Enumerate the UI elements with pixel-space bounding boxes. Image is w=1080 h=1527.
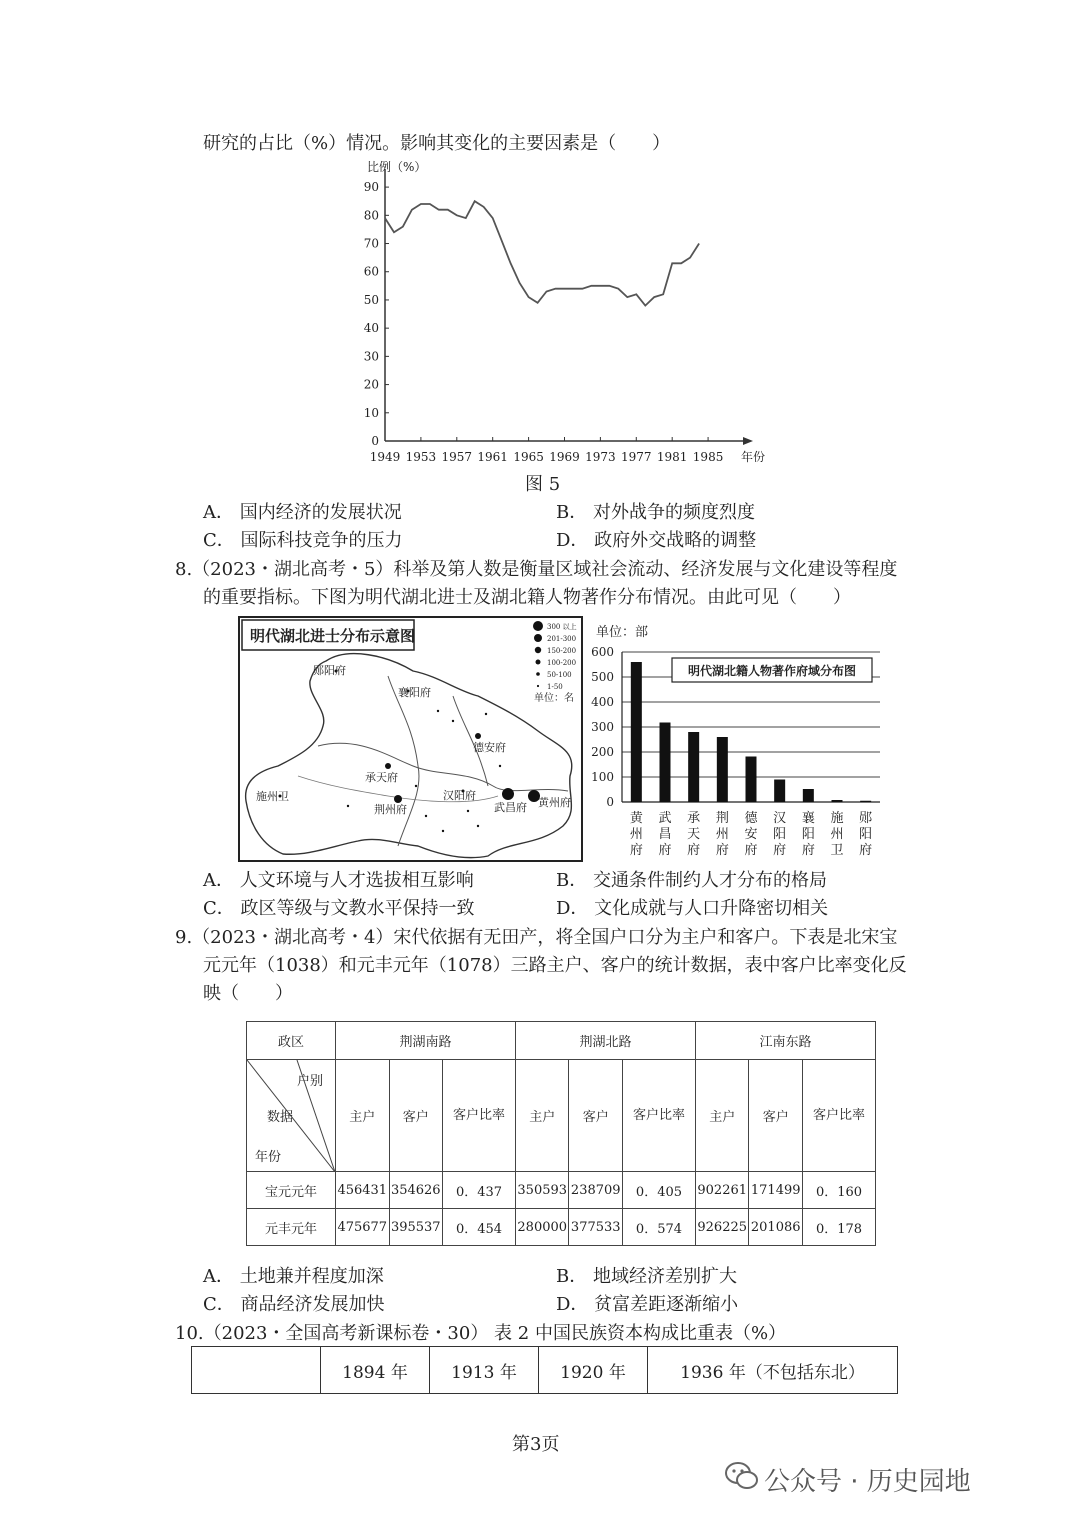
year-header: 1936 年（不包括东北） xyxy=(648,1347,898,1394)
x-tick-label: 1973 xyxy=(585,450,616,464)
city-dot xyxy=(385,763,391,769)
bar xyxy=(631,662,642,802)
city-label: 荆州府 xyxy=(374,803,407,816)
q7-figure-caption: 图 5 xyxy=(525,474,561,495)
city-dot xyxy=(394,795,402,803)
legend-dot xyxy=(536,660,541,665)
x-tick-label: 1969 xyxy=(549,450,580,464)
minor-dot xyxy=(347,805,349,807)
category-label: 施州卫 xyxy=(830,811,844,858)
city-dot xyxy=(475,733,481,739)
city-label: 武昌府 xyxy=(494,801,527,814)
legend-dot xyxy=(537,685,539,687)
year-header: 1920 年 xyxy=(539,1347,648,1394)
jinshi-map xyxy=(238,616,583,862)
q9-option-d: D． 贫富差距逐渐缩小 xyxy=(556,1294,739,1315)
legend-label: 50-100 xyxy=(547,671,572,679)
q7-intro: 研究的占比（%）情况。影响其变化的主要因素是（ ） xyxy=(203,133,671,154)
subhead: 客户 xyxy=(749,1060,803,1172)
category-label: 汉阳府 xyxy=(773,811,787,858)
minor-dot xyxy=(452,720,454,722)
minor-dot xyxy=(442,830,444,832)
x-tick-label: 1985 xyxy=(692,450,724,464)
y-tick-label: 200 xyxy=(591,745,614,759)
city-label: 黄州府 xyxy=(538,796,571,809)
q9-table xyxy=(246,1021,876,1246)
page-number: 第3页 xyxy=(512,1434,560,1455)
subhead: 客户比率 xyxy=(802,1060,875,1172)
legend-dot xyxy=(533,621,543,631)
q8-line2: 的重要指标。下图为明代湖北进士及湖北籍人物著作分布情况。由此可见（ ） xyxy=(203,587,851,608)
q9-line2: 元元年（1038）和元丰元年（1078）三路主户、客户的统计数据，表中客户比率变化反 xyxy=(203,955,907,976)
subhead: 主户 xyxy=(336,1060,390,1172)
legend-label: 300 以上 xyxy=(547,623,577,631)
y-tick-label: 80 xyxy=(363,208,379,223)
category-label: 承天府 xyxy=(687,811,701,858)
q8-option-a: A． 人文环境与人才选拔相互影响 xyxy=(203,870,474,891)
subhead: 客户比率 xyxy=(443,1060,516,1172)
x-tick-label: 1961 xyxy=(477,450,508,464)
subhead: 客户 xyxy=(569,1060,623,1172)
region-header: 江南东路 xyxy=(695,1022,875,1060)
y-tick-label: 30 xyxy=(363,349,379,364)
x-tick-label: 1953 xyxy=(405,450,437,464)
y-axis-label: 比例（%） xyxy=(367,160,427,174)
q7-option-a: A． 国内经济的发展状况 xyxy=(203,502,402,523)
table-row: 宝元元年 456431 354626 0．437 350593 238709 0．405 902261 171499 0．160 xyxy=(247,1172,876,1209)
y-tick-label: 60 xyxy=(363,264,379,279)
legend-label: 201-300 xyxy=(547,635,577,643)
q8-option-c: C． 政区等级与文教水平保持一致 xyxy=(203,898,475,919)
minor-dot xyxy=(477,825,479,827)
city-label: 汉阳府 xyxy=(443,789,476,802)
minor-dot xyxy=(437,710,439,712)
x-tick-label: 1981 xyxy=(656,450,688,464)
subhead: 主户 xyxy=(515,1060,569,1172)
city-label: 郧阳府 xyxy=(313,664,346,677)
q8-option-b: B． 交通条件制约人才分布的格局 xyxy=(556,870,827,891)
category-label: 郧阳府 xyxy=(859,811,873,858)
legend-dot xyxy=(536,672,540,676)
y-tick-label: 100 xyxy=(591,770,614,784)
q7-option-d: D． 政府外交战略的调整 xyxy=(556,530,757,551)
bar xyxy=(803,789,814,802)
y-tick-label: 70 xyxy=(363,236,379,251)
city-label: 襄阳府 xyxy=(398,686,431,699)
bar xyxy=(746,757,757,803)
q7-option-c: C． 国际科技竞争的压力 xyxy=(203,530,403,551)
map-title: 明代湖北进士分布示意图 xyxy=(250,627,416,645)
bar-title: 明代湖北籍人物著作府域分布图 xyxy=(687,664,857,678)
line-chart xyxy=(355,155,775,470)
y-tick-label: 600 xyxy=(591,645,614,659)
x-tick-label: 1957 xyxy=(441,450,473,464)
legend-unit: 单位：名 xyxy=(534,693,574,704)
watermark: 公众号 · 历史园地 xyxy=(764,1467,971,1497)
series-line xyxy=(385,201,699,305)
city-dot xyxy=(502,788,514,800)
q10-line1: 10.（2023・全国高考新课标卷・30） 表 2 中国民族资本构成比重表（%） xyxy=(175,1323,787,1344)
table-diagonal-header: 户别 数据 年份 xyxy=(247,1060,336,1172)
q8-option-d: D． 文化成就与人口升降密切相关 xyxy=(556,898,829,919)
bar xyxy=(688,732,699,802)
works-bar-chart xyxy=(590,616,890,866)
legend-label: 150-200 xyxy=(547,647,577,655)
x-tick-label: 1977 xyxy=(621,450,652,464)
subhead: 主户 xyxy=(695,1060,749,1172)
bar xyxy=(717,737,728,802)
legend-dot xyxy=(535,647,541,653)
y-tick-label: 0 xyxy=(371,434,379,448)
city-label: 德安府 xyxy=(473,741,506,754)
bar xyxy=(832,800,843,802)
x-axis-label: 年份 xyxy=(741,450,766,464)
legend-dot xyxy=(534,634,542,642)
minor-dot xyxy=(485,713,487,715)
q7-option-b: B． 对外战争的频度烈度 xyxy=(556,502,755,523)
category-label: 黄州府 xyxy=(629,811,643,858)
legend-label: 1-50 xyxy=(547,683,563,691)
subhead: 客户 xyxy=(389,1060,443,1172)
year-header: 1894 年 xyxy=(321,1347,430,1394)
x-axis-arrow xyxy=(743,437,753,445)
subhead: 客户比率 xyxy=(623,1060,696,1172)
category-label: 荆州府 xyxy=(715,811,729,858)
category-label: 襄阳府 xyxy=(801,811,815,858)
q10-table xyxy=(191,1346,898,1394)
y-tick-label: 0 xyxy=(606,795,614,809)
category-label: 武昌府 xyxy=(658,811,672,858)
y-tick-label: 90 xyxy=(363,180,379,195)
category-label: 德安府 xyxy=(744,811,758,858)
bar-unit: 单位：部 xyxy=(596,625,649,640)
x-tick-label: 1949 xyxy=(369,450,401,464)
q8-line1: 8.（2023・湖北高考・5）科举及第人数是衡量区域社会流动、经济发展与文化建设等程度 xyxy=(175,559,898,580)
minor-dot xyxy=(499,765,501,767)
wechat-icon xyxy=(724,1460,760,1492)
y-tick-label: 400 xyxy=(591,695,614,709)
table-row: 元丰元年 475677 395537 0．454 280000 377533 0．574 926225 201086 0．178 xyxy=(247,1209,876,1246)
city-label: 施州卫 xyxy=(256,790,289,803)
q9-line3: 映（ ） xyxy=(203,983,293,1004)
bar xyxy=(860,801,871,802)
minor-dot xyxy=(415,785,417,787)
minor-dot xyxy=(425,815,427,817)
bar xyxy=(660,723,671,803)
q9-option-c: C． 商品经济发展加快 xyxy=(203,1294,385,1315)
legend-label: 100-200 xyxy=(547,659,577,667)
y-tick-label: 50 xyxy=(363,292,379,307)
region-header: 荆湖北路 xyxy=(515,1022,695,1060)
y-tick-label: 20 xyxy=(363,377,379,392)
y-tick-label: 40 xyxy=(363,321,379,336)
y-tick-label: 300 xyxy=(591,720,614,734)
region-header: 荆湖南路 xyxy=(336,1022,516,1060)
q9-line1: 9.（2023・湖北高考・4）宋代依据有无田产，将全国户口分为主户和客户。下表是北宋宝 xyxy=(175,927,898,948)
year-header: 1913 年 xyxy=(430,1347,539,1394)
city-label: 承天府 xyxy=(365,771,398,784)
x-tick-label: 1965 xyxy=(513,450,544,464)
y-tick-label: 10 xyxy=(363,405,379,420)
table-corner-top: 政区 xyxy=(247,1022,336,1060)
bar xyxy=(774,780,785,803)
minor-dot xyxy=(467,810,469,812)
q9-option-a: A． 土地兼并程度加深 xyxy=(203,1266,384,1287)
q9-option-b: B． 地域经济差别扩大 xyxy=(556,1266,737,1287)
y-tick-label: 500 xyxy=(591,670,614,684)
